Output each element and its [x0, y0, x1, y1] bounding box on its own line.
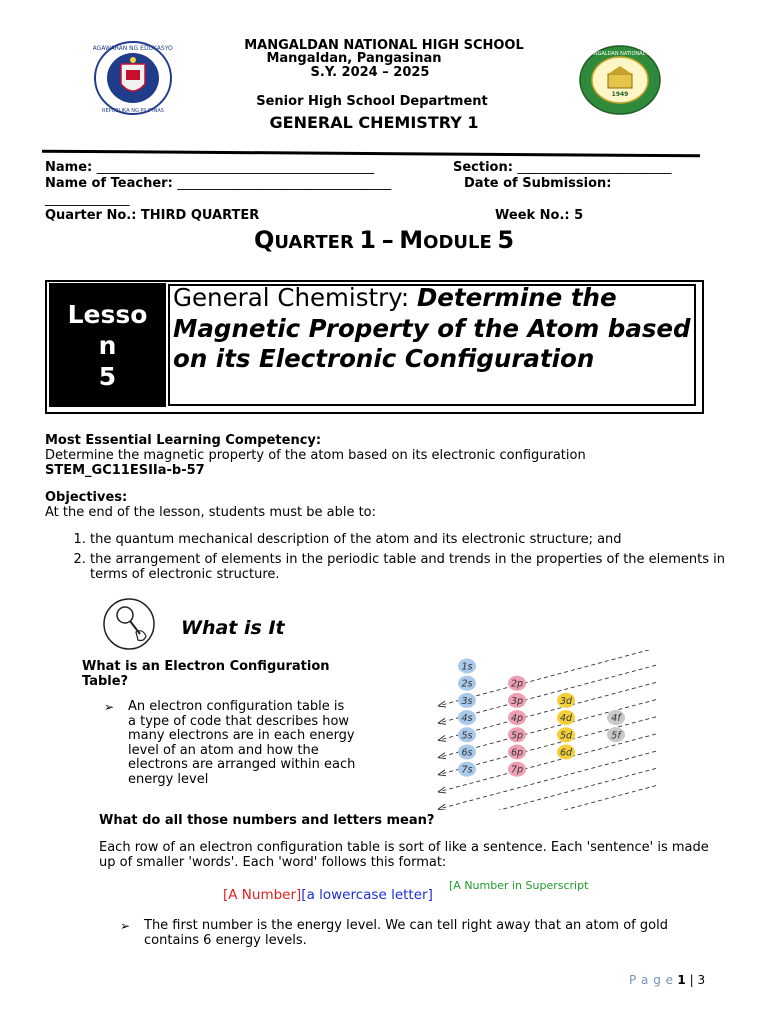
lesson-label-line1: Lesso — [67, 300, 148, 329]
orbital-label: 5p — [510, 730, 524, 742]
school-year: S.Y. 2024 – 2025 — [310, 65, 430, 80]
melc-code: STEM_GC11ESIIa-b-57 — [45, 463, 205, 478]
name-line: ____________________________________________ — [96, 160, 374, 175]
department: Senior High School Department — [256, 94, 488, 109]
orbital-label: 5s — [461, 730, 473, 742]
objective-item: 2. the arrangement of elements in the periodic table and trends in the properties of the elements in terms of electronic structure. — [90, 552, 750, 582]
subject-title: GENERAL CHEMISTRY 1 — [269, 113, 479, 132]
page-total: 3 — [697, 973, 706, 987]
row-explanation-paragraph: Each row of an electron configuration table is sort of like a sentence. Each 'sentence' is made up of smaller 'words'. Each 'word' follows this format: — [99, 840, 709, 870]
question-1: What is an Electron Configuration Table? — [82, 659, 330, 689]
module-title-quarter: UARTER — [274, 232, 354, 253]
teacher-line: ___________________________________ — [177, 176, 391, 191]
svg-text:1949: 1949 — [611, 91, 629, 98]
format-example — [223, 887, 433, 903]
week-label: Week No.: 5 — [495, 208, 584, 223]
orbital-label: 6s — [461, 747, 473, 759]
format-number: [A Number] — [223, 887, 302, 903]
module-title-module: ODULE — [423, 232, 492, 253]
lesson-label — [49, 283, 166, 407]
submission-label: Date of Submission: — [464, 176, 612, 191]
page-word: P a g e — [629, 973, 674, 987]
page-current: 1 — [677, 973, 686, 987]
quarter-label: Quarter No.: THIRD QUARTER — [45, 208, 260, 223]
orbital-label: 1s — [461, 661, 473, 673]
school-town: Mangaldan, Pangasinan — [266, 51, 442, 66]
lesson-label-line2: n — [98, 331, 117, 360]
deped-seal-logo — [93, 40, 173, 116]
submission-line: _____________ — [45, 192, 130, 207]
module-title-q: Q — [253, 226, 275, 254]
section-label: Section: — [453, 160, 513, 175]
name-field[interactable] — [45, 160, 374, 175]
module-title-dash: – — [381, 226, 394, 254]
module-title-num: 1 — [359, 226, 377, 254]
objectives-list — [45, 532, 750, 587]
school-name: MANGALDAN NATIONAL HIGH SCHOOL — [244, 38, 524, 53]
melc-text: Determine the magnetic property of the atom based on its electronic configuration — [45, 448, 586, 463]
lesson-title-prefix: General Chemistry: — [173, 283, 417, 312]
orbital-label: 4d — [559, 713, 573, 725]
header-divider — [42, 150, 700, 158]
question-2: What do all those numbers and letters mean? — [99, 813, 435, 828]
orbital-label: 2p — [510, 678, 524, 690]
orbital-label: 4p — [510, 713, 524, 725]
electron-config-diagram — [420, 650, 668, 810]
magnifier-hand-icon — [100, 598, 158, 650]
section-line: __________________________ — [517, 160, 671, 175]
orbital-label: 7p — [510, 764, 524, 776]
page-separator: | — [689, 973, 694, 987]
module-title-m: M — [399, 226, 424, 254]
orbital-label: 7s — [461, 764, 473, 776]
teacher-label: Name of Teacher: — [45, 176, 173, 191]
melc-heading: Most Essential Learning Competency: — [45, 433, 322, 448]
orbital-label: 4f — [611, 713, 621, 725]
format-letter: [a lowercase letter] — [301, 887, 433, 903]
arrow-bullet-icon: ➢ — [104, 700, 115, 714]
arrow-bullet-icon: ➢ — [120, 919, 131, 933]
orbital-label: 2s — [461, 678, 473, 690]
format-superscript: [A Number in Superscript — [449, 879, 589, 892]
name-label: Name: — [45, 160, 93, 175]
objectives-heading: Objectives: — [45, 490, 128, 505]
orbital-label: 6p — [510, 747, 524, 759]
bullet-electron-config — [104, 699, 356, 787]
orbital-label: 5f — [611, 730, 621, 742]
orbital-label: 5d — [559, 730, 573, 742]
objectives-intro: At the end of the lesson, students must be able to: — [45, 505, 377, 520]
orbital-label: 3d — [559, 695, 573, 707]
bullet-1-text: An electron configuration table is a type of code that describes how many electrons are in each energy level of an atom and how the electrons are arranged within each energy level — [128, 699, 356, 787]
diagonal-arrow — [438, 751, 656, 809]
section-field[interactable] — [453, 160, 671, 175]
teacher-field[interactable] — [45, 176, 391, 191]
svg-text:MANGALDAN NATIONAL HS: MANGALDAN NATIONAL HS — [586, 51, 654, 57]
orbital-label: 3p — [510, 695, 524, 707]
bullet-2-text: The first number is the energy level. We can tell right away that an atom of gold contains 6 energy levels. — [144, 918, 668, 948]
bullet-energy-level — [120, 918, 709, 948]
orbital-label: 4s — [461, 713, 473, 725]
lesson-label-line3: 5 — [98, 362, 117, 391]
school-seal-logo — [578, 44, 662, 116]
lesson-title-main: Determine the Magnetic Property of the Atom based on its Electronic Configuration — [173, 283, 691, 373]
module-title — [0, 226, 768, 254]
svg-text:KAGAWARAN NG EDUKASYON: KAGAWARAN NG EDUKASYON — [93, 45, 173, 52]
what-is-it-heading: What is It — [181, 617, 285, 639]
page-number — [629, 973, 705, 987]
svg-text:REPUBLIKA NG PILIPINAS: REPUBLIKA NG PILIPINAS — [102, 108, 164, 114]
orbital-label: 3s — [461, 695, 473, 707]
submission-field[interactable] — [464, 176, 611, 191]
orbital-label: 6d — [559, 747, 573, 759]
objective-item: 1. the quantum mechanical description of the atom and its electronic structure; and — [90, 532, 750, 547]
diagram-svg — [420, 650, 668, 810]
lesson-title — [173, 283, 693, 375]
module-title-mod-num: 5 — [497, 226, 515, 254]
